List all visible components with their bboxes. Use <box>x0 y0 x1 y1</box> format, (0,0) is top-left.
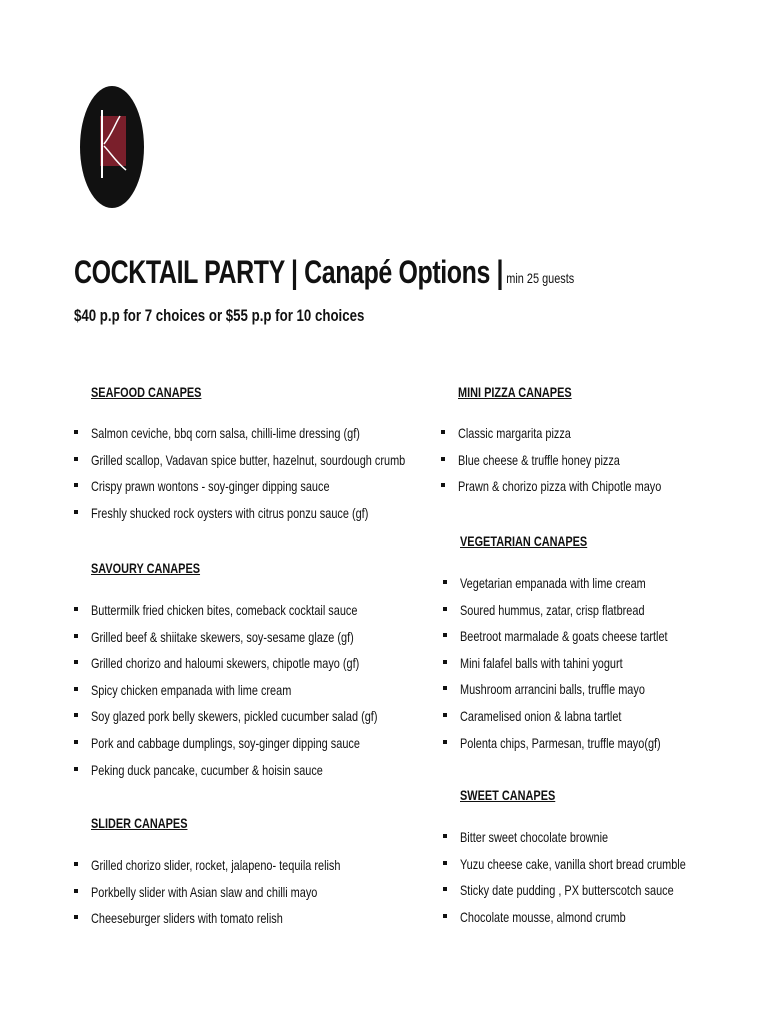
menu-item-text: Soy glazed pork belly skewers, pickled cucumber salad (gf) <box>91 708 378 725</box>
title-text: COCKTAIL PARTY | Canapé Options | <box>74 254 504 290</box>
menu-list <box>91 600 458 786</box>
page-title <box>74 254 574 291</box>
menu-item <box>91 706 458 733</box>
menu-item-text: Mini falafel balls with tahini yogurt <box>460 654 623 671</box>
menu-list <box>91 423 494 529</box>
section-heading: SLIDER CANAPES <box>91 815 188 831</box>
menu-item-text: Yuzu cheese cake, vanilla short bread crumble <box>460 855 686 872</box>
bullet-icon <box>74 687 78 691</box>
pricing-line: $40 p.p for 7 choices or $55 p.p for 10 choices <box>74 306 365 325</box>
bullet-icon <box>441 457 445 461</box>
seafood-section <box>91 382 494 529</box>
bullet-icon <box>74 740 78 744</box>
menu-item <box>460 880 750 907</box>
bullet-icon <box>443 633 447 637</box>
bullet-icon <box>74 915 78 919</box>
section-heading: MINI PIZZA CANAPES <box>458 384 572 400</box>
bullet-icon <box>74 483 78 487</box>
bullet-icon <box>443 861 447 865</box>
guest-minimum: min 25 guests <box>506 270 575 286</box>
bullet-icon <box>74 713 78 717</box>
menu-item <box>460 854 750 881</box>
bullet-icon <box>74 607 78 611</box>
menu-item <box>458 423 719 450</box>
menu-item-text: Salmon ceviche, bbq corn salsa, chilli-lime dressing (gf) <box>91 425 360 441</box>
menu-item-text: Polenta chips, Parmesan, truffle mayo(gf) <box>460 734 661 751</box>
menu-item <box>91 882 411 909</box>
menu-item-text: Pork and cabbage dumplings, soy-ginger dipping sauce <box>91 734 360 751</box>
menu-item-text: Grilled chorizo slider, rocket, jalapeno- tequila relish <box>91 857 341 873</box>
bullet-icon <box>74 457 78 461</box>
bullet-icon <box>443 660 447 664</box>
menu-item-text: Blue cheese & truffle honey pizza <box>458 451 620 468</box>
mini-pizza-section <box>458 382 719 503</box>
menu-item-text: Prawn & chorizo pizza with Chipotle mayo <box>458 478 662 495</box>
menu-item <box>91 733 458 760</box>
bullet-icon <box>443 686 447 690</box>
menu-item <box>91 450 494 477</box>
menu-item-text: Spicy chicken empanada with lime cream <box>91 681 292 698</box>
menu-item-text: Crispy prawn wontons - soy-ginger dipping sauce <box>91 478 330 495</box>
menu-item-text: Cheeseburger sliders with tomato relish <box>91 910 283 927</box>
bullet-icon <box>74 889 78 893</box>
menu-item <box>91 680 458 707</box>
menu-list <box>458 423 719 503</box>
sweet-section <box>460 785 750 933</box>
bullet-icon <box>441 430 445 434</box>
bullet-icon <box>441 483 445 487</box>
menu-list <box>460 573 726 759</box>
menu-item-text: Buttermilk fried chicken bites, comeback cocktail sauce <box>91 602 358 618</box>
menu-item <box>91 600 458 627</box>
bullet-icon <box>74 430 78 434</box>
menu-item-text: Classic margarita pizza <box>458 425 571 441</box>
menu-item-text: Freshly shucked rock oysters with citrus ponzu sauce (gf) <box>91 504 369 521</box>
bullet-icon <box>443 740 447 744</box>
menu-item-text: Vegetarian empanada with lime cream <box>460 575 646 591</box>
bullet-icon <box>443 834 447 838</box>
bullet-icon <box>74 767 78 771</box>
menu-item <box>460 827 750 854</box>
menu-item-text: Grilled beef & shiitake skewers, soy-sesame glaze (gf) <box>91 628 354 645</box>
menu-item-text: Grilled scallop, Vadavan spice butter, hazelnut, sourdough crumb <box>91 451 406 468</box>
menu-item <box>91 653 458 680</box>
bullet-icon <box>74 862 78 866</box>
section-heading: SWEET CANAPES <box>460 787 556 803</box>
menu-item <box>91 855 411 882</box>
menu-list <box>91 855 411 935</box>
menu-item <box>91 423 494 450</box>
savoury-section <box>91 558 458 786</box>
bullet-icon <box>443 580 447 584</box>
menu-item <box>91 908 411 935</box>
menu-item <box>460 907 750 934</box>
logo-graphic <box>80 86 144 208</box>
menu-item-text: Mushroom arrancini balls, truffle mayo <box>460 681 645 698</box>
menu-item <box>91 760 458 787</box>
menu-item-text: Sticky date pudding , PX butterscotch sauce <box>460 882 674 899</box>
menu-item <box>91 503 494 530</box>
menu-item-text: Caramelised onion & labna tartlet <box>460 707 622 724</box>
menu-item <box>460 600 726 627</box>
menu-item-text: Chocolate mousse, almond crumb <box>460 908 626 925</box>
menu-item <box>460 733 726 760</box>
menu-item-text: Beetroot marmalade & goats cheese tartlet <box>460 628 668 645</box>
menu-item-text: Grilled chorizo and haloumi skewers, chipotle mayo (gf) <box>91 655 360 672</box>
bullet-icon <box>443 914 447 918</box>
menu-item-text: Peking duck pancake, cucumber & hoisin sauce <box>91 761 323 778</box>
menu-item <box>458 450 719 477</box>
menu-item-text: Bitter sweet chocolate brownie <box>460 829 609 845</box>
slider-section <box>91 813 411 935</box>
bullet-icon <box>443 607 447 611</box>
bullet-icon <box>74 634 78 638</box>
menu-item <box>458 476 719 503</box>
menu-item <box>460 626 726 653</box>
section-heading: SAVOURY CANAPES <box>91 560 201 576</box>
bullet-icon <box>74 510 78 514</box>
section-heading: VEGETARIAN CANAPES <box>460 533 588 549</box>
menu-item <box>460 653 726 680</box>
menu-item <box>460 679 726 706</box>
menu-item <box>91 627 458 654</box>
menu-item <box>460 706 726 733</box>
bullet-icon <box>443 713 447 717</box>
menu-list <box>460 827 750 933</box>
bullet-icon <box>74 660 78 664</box>
k-monogram-logo <box>80 86 144 208</box>
menu-item-text: Soured hummus, zatar, crisp flatbread <box>460 601 645 618</box>
menu-item <box>460 573 726 600</box>
menu-item <box>91 476 494 503</box>
vegetarian-section <box>460 531 726 759</box>
bullet-icon <box>443 887 447 891</box>
menu-item-text: Porkbelly slider with Asian slaw and chilli mayo <box>91 883 318 900</box>
section-heading: SEAFOOD CANAPES <box>91 384 202 400</box>
